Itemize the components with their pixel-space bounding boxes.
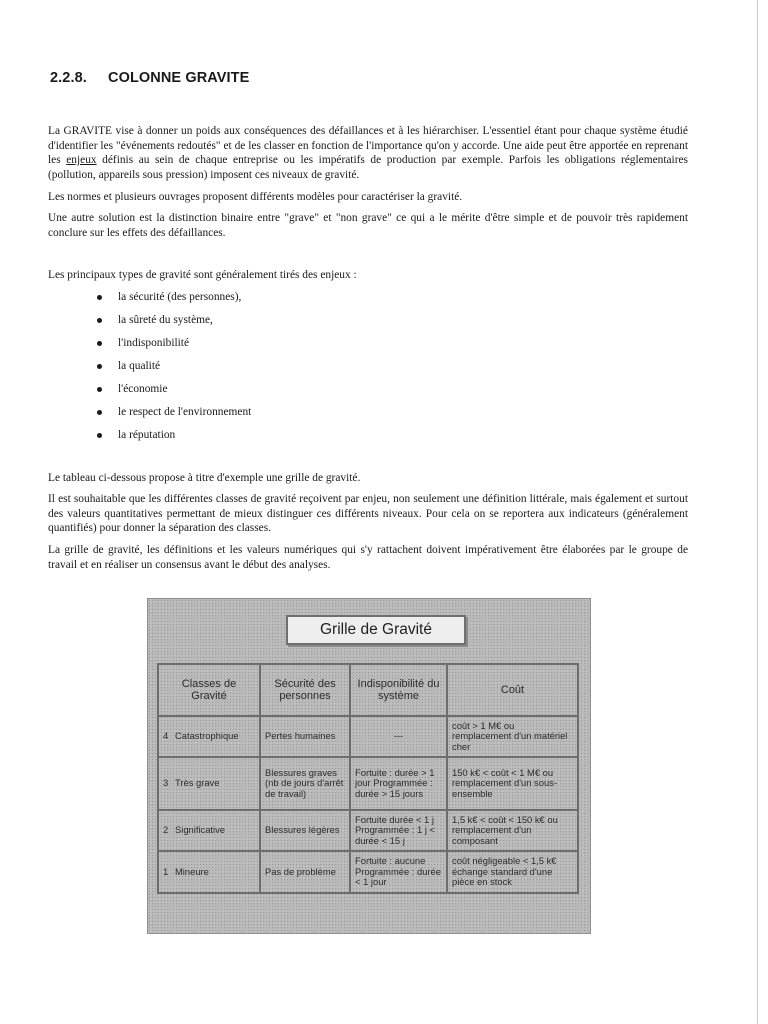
- class-cell: [158, 810, 260, 851]
- table-header-row: [158, 664, 578, 716]
- list-item: le respect de l'environnement: [96, 405, 251, 428]
- indisponibilite-cell: Fortuite : aucune Programmée : durée < 1 jour: [350, 851, 447, 893]
- table-row: [158, 757, 578, 810]
- list-item: la sûreté du système,: [96, 313, 251, 336]
- gravity-grid-figure: [147, 598, 591, 934]
- cout-cell: 150 k€ < coût < 1 M€ ou remplacement d'un sous-ensemble: [447, 757, 578, 810]
- class-cell: [158, 757, 260, 810]
- header-classes: Classes de Gravité: [158, 664, 260, 716]
- class-label: Significative: [175, 824, 226, 836]
- intro-block: [48, 124, 688, 182]
- gravity-grid-table: [157, 663, 579, 894]
- list-item: la qualité: [96, 359, 251, 382]
- class-number: 3: [163, 777, 169, 789]
- class-number: 2: [163, 824, 169, 836]
- cout-cell: 1,5 k€ < coût < 150 k€ ou remplacement d'un composant: [447, 810, 578, 851]
- closing-paragraph-3: La grille de gravité, les définitions et les valeurs numériques qui s'y rattachent doivent impérativement être élaborées par le groupe de travail et en réaliser un consensus avant le début des analyses.: [48, 544, 688, 571]
- intro-p1-part-a: La GRAVITE vise à donner un poids aux conséquences des défaillances et à les hiérarchiser. L'essentiel étant pour chaque système étudié d'identifier les "événements redoutés" et de les classer en fonction de l'importance qu'on y accorde. Une aide peut être apportée en reprenant les: [48, 125, 688, 167]
- securite-cell: Blessures graves (nb de jours d'arrêt de travail): [260, 757, 350, 810]
- list-item: l'économie: [96, 382, 251, 405]
- intro-p1-underlined: enjeux: [66, 154, 97, 167]
- class-label: Mineure: [175, 865, 209, 877]
- class-cell: [158, 716, 260, 757]
- page-edge-line: [757, 0, 758, 1024]
- securite-cell: Pas de problème: [260, 851, 350, 893]
- table-row: [158, 716, 578, 757]
- class-label: Très grave: [175, 777, 220, 789]
- securite-cell: Blessures légères: [260, 810, 350, 851]
- class-cell: [158, 851, 260, 893]
- cout-cell: coût > 1 M€ ou remplacement d'un matériel cher: [447, 716, 578, 757]
- class-label: Catastrophique: [175, 730, 239, 742]
- intro-paragraph-1: [48, 124, 688, 182]
- table-row: [158, 851, 578, 893]
- class-number: 1: [163, 865, 169, 877]
- indisponibilite-cell: Fortuite durée < 1 j Programmée : 1 j < durée < 15 j: [350, 810, 447, 851]
- indisponibilite-cell: Fortuite : durée > 1 jour Programmée : durée > 15 jours: [350, 757, 447, 810]
- closing-paragraph-2: Il est souhaitable que les différentes classes de gravité reçoivent par enjeu, non seulement une définition littérale, mais également et surtout des valeurs quantitatives permettant de mieux distinguer ces différents niveaux. Pour cela on se reportera aux indicateurs (généralement quantifiés) pour donner la séparation des classes.: [48, 493, 688, 535]
- list-item: la sécurité (des personnes),: [96, 290, 251, 313]
- header-indisponibilite: Indisponibilité du système: [350, 664, 447, 716]
- section-number: 2.2.8.: [50, 70, 87, 86]
- intro-paragraph-2: Les normes et plusieurs ouvrages proposent différents modèles pour caractériser la gravité.: [48, 191, 463, 203]
- types-lead: Les principaux types de gravité sont généralement tirés des enjeux :: [48, 269, 357, 281]
- section-title: COLONNE GRAVITE: [108, 70, 250, 86]
- intro-paragraph-3: Une autre solution est la distinction binaire entre "grave" et "non grave" ce qui a le mérite d'être simple et de pouvoir très rapidement conclure sur les effets des défaillances.: [48, 212, 688, 239]
- table-row: [158, 810, 578, 851]
- class-number: 4: [163, 730, 169, 742]
- gravity-types-list: [96, 290, 251, 451]
- indisponibilite-cell: ---: [350, 716, 447, 757]
- header-securite: Sécurité des personnes: [260, 664, 350, 716]
- securite-cell: Pertes humaines: [260, 716, 350, 757]
- section-heading: [50, 70, 249, 86]
- intro-p1-part-b: définis au sein de chaque entreprise ou les impératifs de production par exemple. Parfois les obligations réglementaires (pollution, appareils sous pression) imposent ces niveaux de gravité.: [48, 154, 688, 181]
- figure-title: Grille de Gravité: [286, 615, 466, 645]
- cout-cell: coût négligeable < 1,5 k€ échange standard d'une pièce en stock: [447, 851, 578, 893]
- list-item: l'indisponibilité: [96, 336, 251, 359]
- header-cout: Coût: [447, 664, 578, 716]
- list-item: la réputation: [96, 428, 251, 451]
- closing-paragraph-1: Le tableau ci-dessous propose à titre d'exemple une grille de gravité.: [48, 472, 361, 484]
